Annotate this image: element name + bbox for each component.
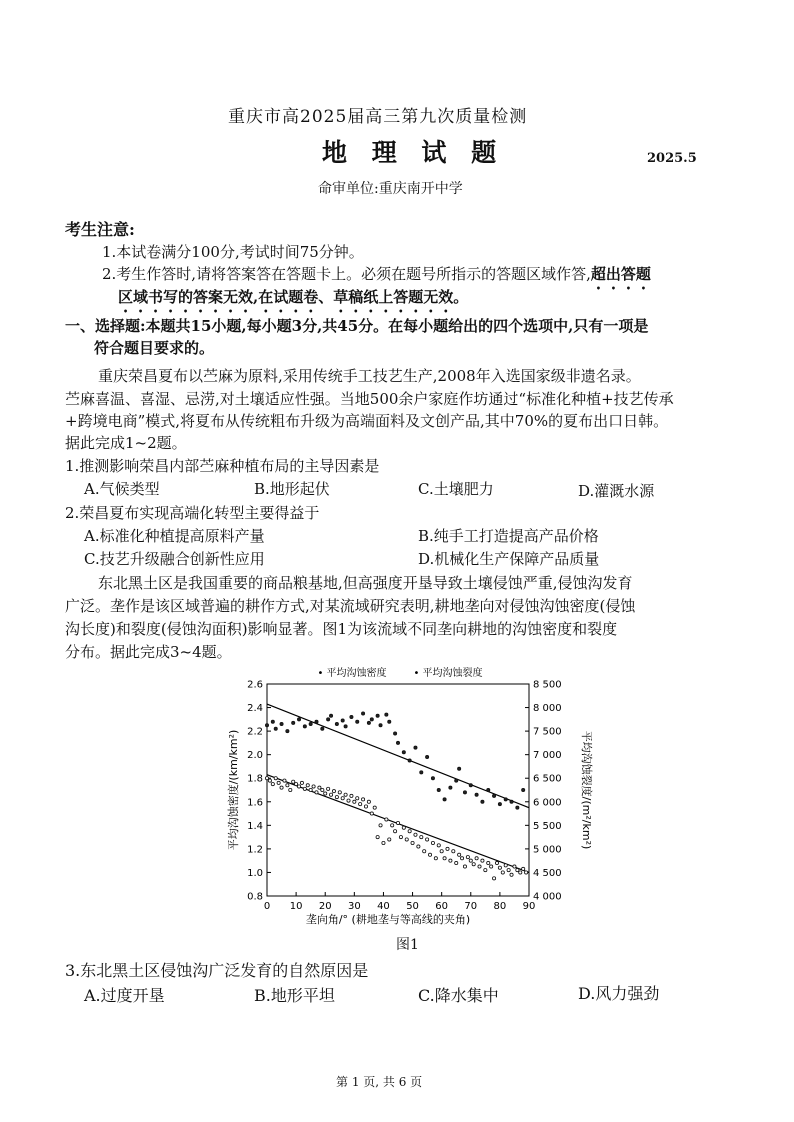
density-point: [396, 821, 399, 824]
y-left-tick-label: 2.2: [247, 726, 263, 738]
density-point: [516, 868, 519, 871]
exam-unit: 命审单位:重庆南开中学: [318, 181, 463, 197]
notice-item-1: 1.本试卷满分100分,考试时间75分钟。: [102, 243, 364, 261]
density-point: [510, 873, 513, 876]
density-point: [303, 787, 306, 790]
fracture-point: [420, 771, 423, 774]
question-1-option-b: B.地形起伏: [254, 480, 330, 498]
density-point: [385, 818, 388, 821]
fracture-point: [463, 791, 466, 794]
density-point: [481, 859, 484, 862]
question-2-option-c: C.技艺升级融合创新性应用: [84, 550, 265, 568]
fracture-point: [449, 786, 452, 789]
density-point: [466, 856, 469, 859]
fracture-point: [426, 755, 429, 758]
x-axis-label: 垄向角/° (耕地垄与等高线的夹角): [305, 913, 471, 926]
erosion-chart: [205, 664, 595, 936]
fracture-point: [455, 779, 458, 782]
density-point: [495, 861, 498, 864]
section-1-heading: 一、选择题:本题共15小题,每小题3分,共45分。在每小题给出的四个选项中,只有一项是: [65, 317, 649, 335]
question-2-option-a: A.标准化种植提高原料产量: [84, 527, 265, 545]
fracture-point: [492, 794, 495, 797]
passage-2-line-1: 东北黑土区是我国重要的商品粮基地,但高强度开垦导致土壤侵蚀严重,侵蚀沟发育: [98, 574, 633, 592]
y-right-tick-label: 7 000: [533, 750, 562, 762]
section-1-heading-line-2: 符合题目要求的。: [94, 339, 215, 357]
density-point: [338, 791, 341, 794]
y-right-tick-label: 5 500: [533, 820, 562, 832]
density-point: [341, 797, 344, 800]
passage-1-line-2: 苎麻喜温、喜湿、忌涝,对土壤适应性强。当地500余户家庭作坊通过“标准化种植+技艺传承: [65, 390, 674, 408]
density-point: [376, 836, 379, 839]
fracture-point: [341, 719, 344, 722]
y-right-tick-label: 8 500: [533, 679, 562, 691]
fracture-point: [510, 800, 513, 803]
density-point: [347, 799, 350, 802]
x-tick-label: 20: [318, 901, 332, 912]
density-point: [455, 861, 458, 864]
density-point: [382, 841, 385, 844]
fracture-point: [274, 727, 277, 730]
density-point: [315, 791, 318, 794]
density-point: [295, 783, 298, 786]
fracture-point: [329, 714, 332, 717]
density-point: [519, 871, 522, 874]
density-point: [414, 833, 417, 836]
passage-2-line-4: 分布。据此完成3~4题。: [65, 643, 232, 661]
density-point: [306, 784, 309, 787]
density-point: [423, 850, 426, 853]
fracture-point: [280, 722, 283, 725]
density-point: [484, 868, 487, 871]
fracture-point: [504, 798, 507, 801]
fracture-point: [350, 715, 353, 718]
passage-1-line-1: 重庆荣昌夏布以苎麻为原料,采用传统手工技艺生产,2008年入选国家级非遗名录。: [98, 367, 641, 385]
fracture-point: [327, 718, 330, 721]
density-point: [408, 830, 411, 833]
x-tick-label: 30: [347, 901, 361, 912]
passage-2-line-2: 广泛。垄作是该区域普遍的耕作方式,对某流域研究表明,耕地垄向对侵蚀沟蚀密度(侵蚀: [65, 597, 636, 615]
fracture-point: [414, 746, 417, 749]
density-point: [492, 877, 495, 880]
fracture-point: [321, 727, 324, 730]
density-point: [449, 859, 452, 862]
density-point: [297, 785, 300, 788]
density-point: [522, 867, 525, 870]
density-point: [367, 800, 370, 803]
density-point: [277, 781, 280, 784]
legend-density: • 平均沟蚀密度: [317, 668, 387, 679]
density-point: [428, 853, 431, 856]
density-point: [443, 857, 446, 860]
x-tick-label: 0: [263, 901, 271, 912]
density-point: [350, 794, 353, 797]
density-point: [402, 826, 405, 829]
density-point: [359, 803, 362, 806]
fracture-point: [297, 718, 300, 721]
notice-heading: 考生注意:: [65, 220, 135, 239]
density-point: [388, 838, 391, 841]
density-point: [417, 845, 420, 848]
fracture-point: [361, 712, 364, 715]
density-point: [370, 812, 373, 815]
fracture-point: [498, 803, 501, 806]
density-point: [460, 857, 463, 860]
subject-title: 地 理 试 题: [322, 138, 505, 167]
notice-item-2-text: 2.考生作答时,请将答案答在答题卡上。必须在题号所指示的答题区域作答,: [102, 265, 591, 283]
density-point: [361, 798, 364, 801]
fracture-point: [458, 767, 461, 770]
fracture-point: [408, 759, 411, 762]
x-tick-label: 60: [435, 901, 449, 912]
density-point: [434, 857, 437, 860]
y-left-tick-label: 2.0: [247, 750, 263, 762]
y-right-tick-label: 6 000: [533, 797, 562, 809]
density-point: [286, 784, 289, 787]
density-point: [446, 847, 449, 850]
fracture-point: [367, 721, 370, 724]
density-point: [274, 777, 277, 780]
density-point: [452, 850, 455, 853]
density-point: [283, 779, 286, 782]
density-point: [490, 865, 493, 868]
fracture-point: [370, 718, 373, 721]
density-point: [289, 788, 292, 791]
density-point: [329, 793, 332, 796]
density-point: [458, 853, 461, 856]
passage-1-line-3: +跨境电商”模式,将夏布从传统粗布升级为高端面料及文创产品,其中70%的夏布出口日韩。: [65, 412, 669, 430]
fracture-point: [516, 806, 519, 809]
density-point: [524, 871, 527, 874]
density-point: [353, 800, 356, 803]
y-right-tick-label: 7 500: [533, 726, 562, 738]
fracture-point: [402, 751, 405, 754]
fracture-point: [431, 777, 434, 780]
fracture-point: [396, 741, 399, 744]
y-right-axis-label: 平均沟蚀裂度/(m²/km²): [580, 730, 593, 850]
density-point: [393, 830, 396, 833]
density-point: [373, 806, 376, 809]
notice-item-2-line-2: 区域书写的答案无效,在试题卷、草稿纸上答题无效。: [118, 288, 469, 306]
exam-date: 2025.5: [647, 151, 697, 166]
question-1-stem: 1.推测影响荣昌内部苎麻种植布局的主导因素是: [65, 457, 380, 475]
density-point: [426, 838, 429, 841]
density-point: [309, 788, 312, 791]
density-point: [487, 861, 490, 864]
fracture-point: [309, 722, 312, 725]
fracture-point: [335, 722, 338, 725]
density-point: [478, 865, 481, 868]
question-2-stem: 2.荣昌夏布实现高端化转型主要得益于: [65, 504, 320, 522]
y-right-tick-label: 4 500: [533, 867, 562, 879]
density-point: [469, 859, 472, 862]
x-tick-label: 50: [406, 901, 419, 912]
density-point: [271, 783, 274, 786]
density-point: [405, 838, 408, 841]
question-1-option-a: A.气候类型: [84, 480, 160, 498]
x-tick-label: 70: [464, 901, 478, 912]
page-footer: 第 1 页, 共 6 页: [336, 1075, 423, 1089]
fracture-point: [379, 724, 382, 727]
legend-fracture: • 平均沟蚀裂度: [413, 668, 483, 679]
density-point: [411, 841, 414, 844]
y-left-tick-label: 1.6: [247, 797, 263, 809]
y-left-tick-label: 2.4: [247, 703, 263, 715]
fracture-point: [385, 713, 388, 716]
density-point: [399, 836, 402, 839]
density-point: [265, 777, 268, 780]
question-3-option-b: B.地形平坦: [254, 986, 335, 1005]
question-3-option-c: C.降水集中: [418, 986, 499, 1005]
fracture-point: [315, 720, 318, 723]
density-point: [332, 790, 335, 793]
y-right-tick-label: 6 500: [533, 773, 562, 785]
density-point: [312, 785, 315, 788]
x-tick-label: 10: [289, 901, 303, 912]
fracture-point: [443, 798, 446, 801]
fracture-point: [303, 725, 306, 728]
fracture-point: [469, 784, 472, 787]
density-point: [335, 795, 338, 798]
fracture-point: [481, 800, 484, 803]
passage-1-line-4: 据此完成1~2题。: [65, 434, 187, 452]
density-point: [440, 850, 443, 853]
density-point: [364, 805, 367, 808]
fracture-point: [286, 730, 289, 733]
density-point: [437, 844, 440, 847]
exam-name: 重庆市高2025届高三第九次质量检测: [228, 107, 528, 127]
question-1-option-c: C.土壤肥力: [418, 480, 494, 498]
question-2-option-d: D.机械化生产保障产品质量: [418, 550, 600, 568]
question-3-option-a: A.过度开垦: [84, 986, 165, 1005]
fracture-point: [376, 714, 379, 717]
density-point: [504, 864, 507, 867]
density-point: [280, 786, 283, 789]
y-right-tick-label: 8 000: [533, 703, 562, 715]
density-point: [472, 863, 475, 866]
x-tick-label: 80: [493, 901, 507, 912]
density-point: [321, 788, 324, 791]
fracture-point: [522, 788, 525, 791]
density-point: [501, 871, 504, 874]
y-left-tick-label: 0.8: [247, 891, 263, 903]
fracture-point: [265, 724, 268, 727]
question-3-option-d: D.风力强劲: [578, 984, 660, 1003]
density-point: [327, 787, 330, 790]
density-point: [344, 793, 347, 796]
fracture-point: [344, 725, 347, 728]
density-point: [507, 868, 510, 871]
question-2-option-b: B.纯手工打造提高产品价格: [418, 527, 599, 545]
x-tick-label: 40: [377, 901, 390, 912]
fracture-point: [437, 788, 440, 791]
trendline: [267, 704, 529, 808]
fracture-point: [292, 721, 295, 724]
notice-item-2-emphasis: 超出答题: [590, 265, 651, 283]
y-left-tick-label: 1.4: [247, 820, 263, 832]
y-right-tick-label: 4 000: [533, 891, 562, 903]
y-left-tick-label: 1.0: [247, 867, 263, 879]
fracture-point: [487, 788, 490, 791]
density-point: [498, 866, 501, 869]
density-point: [292, 780, 295, 783]
fracture-point: [393, 732, 396, 735]
density-point: [391, 824, 394, 827]
y-left-tick-label: 2.6: [247, 679, 263, 691]
passage-2-line-3: 沟长度)和裂度(侵蚀沟面积)影响显著。图1为该流域不同垄向耕地的沟蚀密度和裂度: [65, 620, 618, 638]
density-point: [300, 781, 303, 784]
density-point: [513, 865, 516, 868]
figure-caption: 图1: [396, 937, 419, 953]
question-3-stem: 3.东北黑土区侵蚀沟广泛发育的自然原因是: [65, 961, 369, 980]
fracture-point: [475, 793, 478, 796]
y-left-tick-label: 1.2: [247, 844, 263, 856]
fracture-point: [356, 720, 359, 723]
density-point: [463, 865, 466, 868]
density-point: [420, 836, 423, 839]
question-1-option-d: D.灌溉水源: [578, 482, 655, 500]
density-point: [356, 797, 359, 800]
fracture-point: [388, 720, 391, 723]
density-point: [475, 857, 478, 860]
y-left-axis-label: 平均沟蚀密度/(km/km²): [227, 729, 240, 851]
density-point: [268, 779, 271, 782]
x-tick-label: 90: [522, 901, 536, 912]
y-right-tick-label: 5 000: [533, 844, 562, 856]
density-point: [324, 792, 327, 795]
fracture-point: [271, 720, 274, 723]
density-point: [431, 841, 434, 844]
y-left-tick-label: 1.8: [247, 773, 263, 785]
density-point: [318, 786, 321, 789]
density-point: [379, 824, 382, 827]
